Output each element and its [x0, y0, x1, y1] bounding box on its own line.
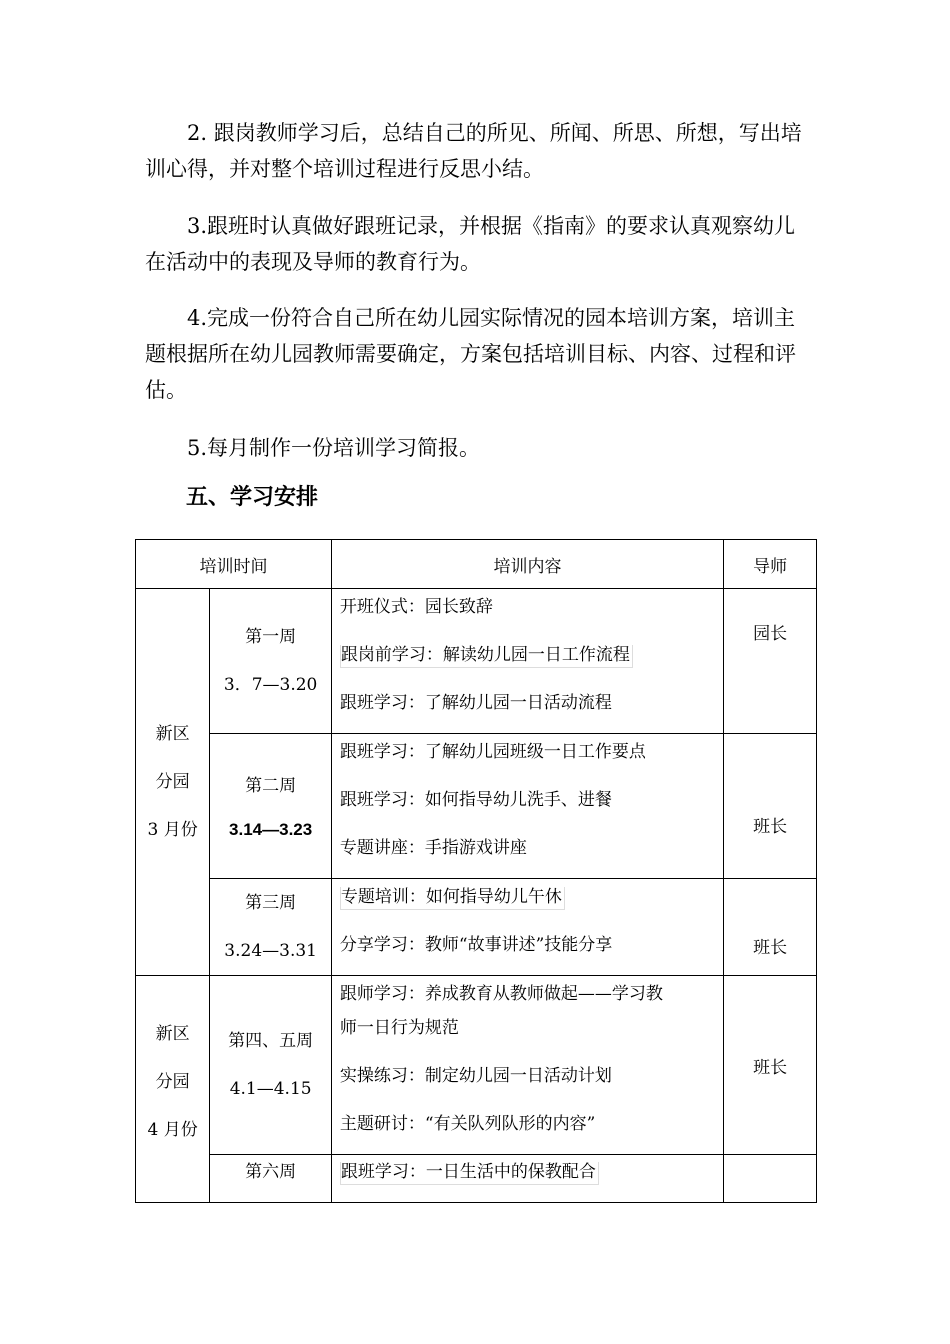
paragraph-5: 5.每月制作一份培训学习简报。	[187, 436, 481, 460]
mentor-cell	[724, 1155, 817, 1203]
area-cell-march: 新区 分园 3 月份	[136, 589, 210, 976]
content-cell: 跟师学习：养成教育从教师做起——学习教 师一日行为规范 实操练习：制定幼儿园一日活动计划 主题研讨：“有关队列队形的内容”	[331, 976, 723, 1155]
mentor-cell: 园长	[724, 589, 817, 734]
area-cell-april: 新区 分园 4 月份	[136, 976, 210, 1203]
table-row	[136, 879, 817, 976]
week-cell: 第四、五周 4.1—4.15	[210, 976, 332, 1155]
paragraph-4: 4.完成一份符合自己所在幼儿园实际情况的园本培训方案，培训主题根据所在幼儿园教师需要确定，方案包括培训目标、内容、过程和评估。	[145, 306, 796, 402]
content-cell: 专题培训：如何指导幼儿午休 分享学习：教师“故事讲述”技能分享	[331, 879, 723, 976]
week-cell: 第六周	[210, 1155, 332, 1203]
header-content: 培训内容	[331, 540, 723, 589]
week-cell: 第二周 3.14—3.23	[210, 734, 332, 879]
section-heading: 五、学习安排	[186, 485, 319, 510]
week-cell: 第三周 3.24—3.31	[210, 879, 332, 976]
content-cell: 跟班学习：一日生活中的保教配合	[331, 1155, 723, 1203]
header-time: 培训时间	[136, 540, 332, 589]
table-row	[136, 1155, 817, 1203]
table-header-row	[136, 540, 817, 589]
paragraph-3: 3.跟班时认真做好跟班记录，并根据《指南》的要求认真观察幼儿在活动中的表现及导师的教育行为。	[145, 214, 796, 274]
table-row	[136, 589, 817, 734]
paragraph-2: 2. 跟岗教师学习后，总结自己的所见、所闻、所思、所想，写出培训心得，并对整个培训过程进行反思小结。	[145, 121, 802, 181]
schedule-table	[135, 539, 817, 1203]
mentor-cell: 班长	[724, 734, 817, 879]
table-row	[136, 976, 817, 1155]
week-cell: 第一周 3．7—3.20	[210, 589, 332, 734]
mentor-cell: 班长	[724, 879, 817, 976]
table-row	[136, 734, 817, 879]
mentor-cell: 班长	[724, 976, 817, 1155]
content-cell: 开班仪式：园长致辞 跟岗前学习：解读幼儿园一日工作流程 跟班学习：了解幼儿园一日活动流程	[331, 589, 723, 734]
content-cell: 跟班学习：了解幼儿园班级一日工作要点 跟班学习：如何指导幼儿洗手、进餐 专题讲座：手指游戏讲座	[331, 734, 723, 879]
header-mentor: 导师	[724, 540, 817, 589]
